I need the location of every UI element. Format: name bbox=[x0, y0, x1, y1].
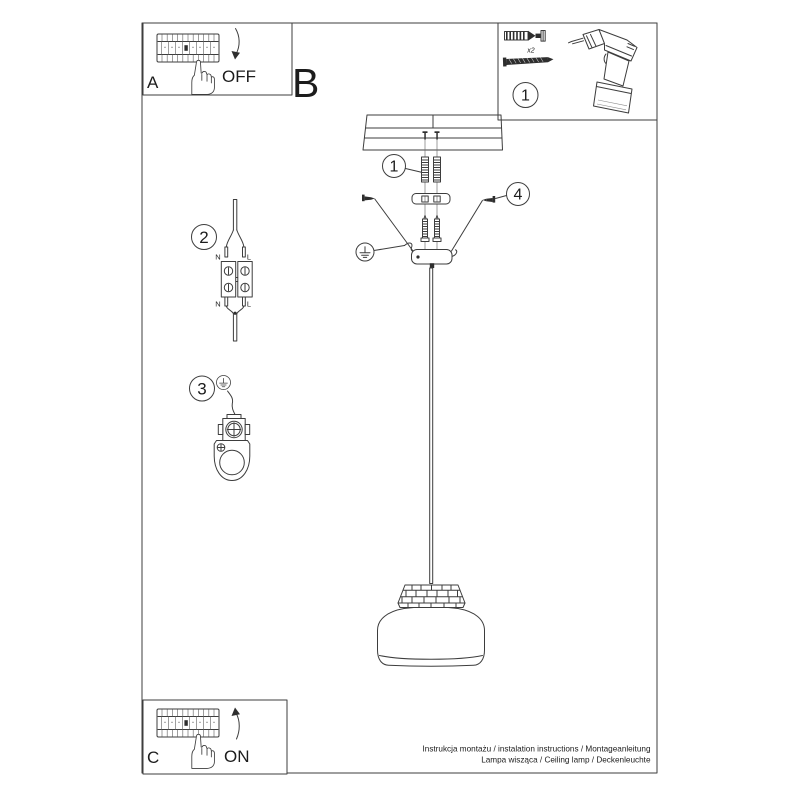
ground-icon bbox=[356, 243, 374, 261]
wire-junction bbox=[234, 312, 237, 315]
ground-icon bbox=[216, 375, 230, 389]
breaker-panel-icon bbox=[157, 34, 219, 62]
callout-3-number: 3 bbox=[197, 379, 207, 399]
suspension-cable bbox=[430, 268, 433, 584]
footer-line2: Lampa wisząca / Ceiling lamp / Deckenleuchte bbox=[481, 755, 651, 765]
callout-4-number: 4 bbox=[513, 186, 523, 204]
mounting-plate bbox=[214, 441, 250, 481]
footer-line1: Instrukcja montażu / instalation instructions / Montageanleitung bbox=[422, 744, 651, 754]
ground-terminal-block bbox=[218, 415, 249, 441]
section-b-label: B bbox=[292, 60, 320, 106]
breaker-panel-icon bbox=[157, 709, 219, 737]
callout-2-number: 2 bbox=[199, 228, 209, 247]
callout-1-number: 1 bbox=[389, 158, 399, 176]
step-c-label: C bbox=[147, 748, 160, 767]
on-label: ON bbox=[224, 747, 250, 766]
step-a-label: A bbox=[147, 73, 159, 92]
step-a-box bbox=[143, 23, 292, 95]
wire-ferrule bbox=[243, 297, 246, 306]
off-label: OFF bbox=[222, 67, 256, 86]
tools-step-number: 1 bbox=[521, 87, 530, 105]
lamp-holder-drawing bbox=[398, 585, 465, 608]
lamp-shade-drawing bbox=[378, 607, 485, 666]
wire-ferrule bbox=[225, 297, 228, 306]
label-live-top: L bbox=[246, 252, 252, 262]
screw-quantity-label: x2 bbox=[527, 47, 535, 55]
step-c-box bbox=[143, 700, 287, 774]
label-neutral-bottom: N bbox=[215, 299, 221, 309]
tools-box bbox=[498, 23, 657, 120]
mounting-bracket-drawing bbox=[412, 194, 450, 205]
label-live-bottom: L bbox=[246, 299, 252, 309]
label-neutral-top: N bbox=[215, 252, 221, 262]
wire-ferrule bbox=[225, 247, 228, 257]
wire-ferrule bbox=[243, 247, 246, 257]
